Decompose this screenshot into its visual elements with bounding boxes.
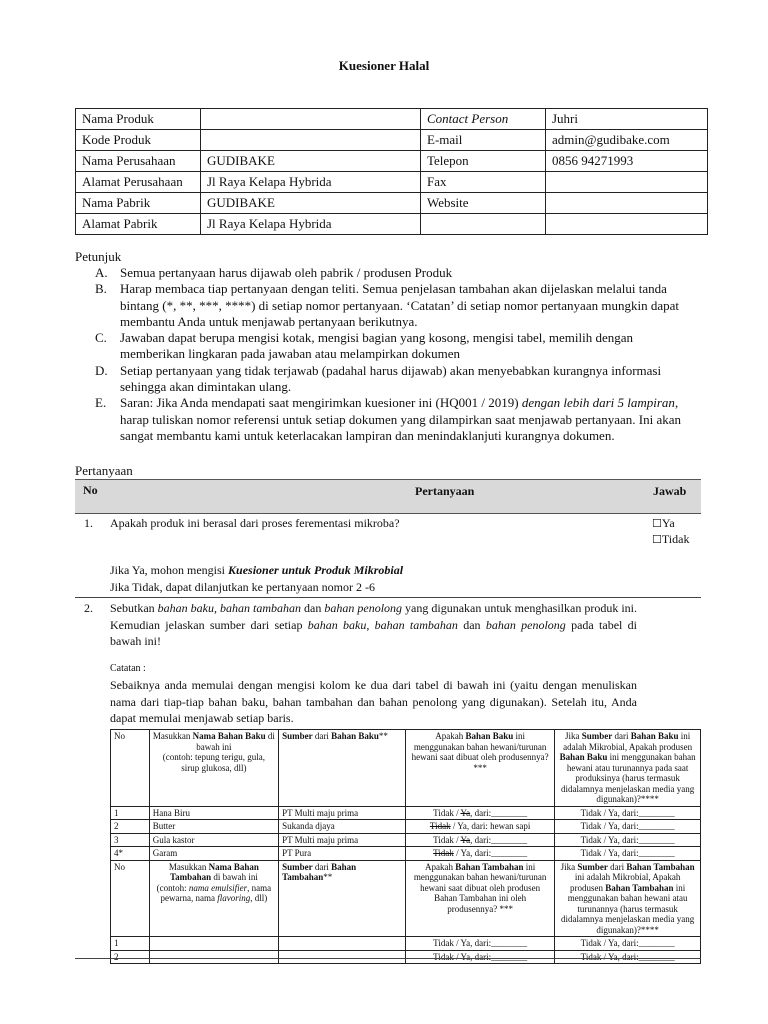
list-text: Semua pertanyaan harus dijawab oleh pabrik / produsen Produk [120,265,453,280]
list-letter: A. [95,265,108,280]
checkbox-icon[interactable]: ☐ [652,533,662,546]
info-label: Alamat Perusahaan [76,172,201,193]
ingredient-table [110,729,701,964]
table-row [76,130,708,151]
col-name: Masukkan Nama Bahan Baku di bawah ini (contoh: tepung terigu, gula, sirup glukosa, dll) [149,730,278,807]
q2-note: Sebaiknya anda memulai dengan mengisi kolom ke dua dari tabel di bawah ini (yaitu dengan menuliskan nama dari tiap-tiap bahan baku, bahan tambahan dan bahan penolong yang digunakan). Setelah itu, Anda dapat memulai menjawab setiap baris. [110,678,637,725]
info-label: Contact Person [421,109,546,130]
table-row: 1 Hana Biru PT Multi maju prima Tidak / Ya, dari:________ Tidak / Ya, dari:________ [111,806,701,820]
list-text: Saran: Jika Anda mendapati saat mengirimkan kuesioner ini (HQ001 / 2019) [120,395,522,411]
list-text: Harap membaca tiap pertanyaan dengan teliti. Semua penjelasan tambahan akan dijelaskan melalui tanda bintang (*, **, ***, ****) di setiap nomor pertanyaan. ‘Catatan’ di setiap nomor pertanyaan mungkin dapat membantu Anda untuk menjawab pertanyaan berikutnya. [120,281,679,329]
table-row: 3 Gula kastor PT Multi maju prima Tidak / Ya, dari:________ Tidak / Ya, dari:________ [111,833,701,847]
info-label: Kode Produk [76,130,201,151]
info-value [201,109,421,130]
petunjuk-heading: Petunjuk [75,249,122,264]
divider [75,597,701,598]
info-value: Jl Raya Kelapa Hybrida [201,172,421,193]
info-value [201,130,421,151]
col-microbial: Jika Sumber dari Bahan Baku ini adalah Mikrobial, Apakah produsen Bahan Baku ini menggunakan bahan hewani atau turunannya pada saat produksinya (harus termasuk didalamnya menjelaskan media yang digunakan)?**** [555,730,701,807]
info-value: GUDIBAKE [201,151,421,172]
question-table-header [75,479,701,514]
info-label: Telepon [421,151,546,172]
col-source: Sumber dari Bahan Baku** [279,730,406,807]
list-letter: B. [95,281,107,297]
list-letter: D. [95,362,108,378]
info-label: Fax [421,172,546,193]
table-row: 2 Butter Sukanda djaya Tidak / Ya, dari: hewan sapi Tidak / Ya, dari:________ [111,820,701,834]
info-label: Alamat Pabrik [76,214,201,235]
col-animal: Apakah Bahan Baku ini menggunakan bahan hewani/turunan hewani saat dibuat oleh produsennya? *** [405,730,554,807]
table-row: 4* Garam PT Pura Tidak / Ya, dari:________ Tidak / Ya, dari:________ [111,847,701,861]
list-item [95,363,695,396]
list-item [95,281,695,330]
list-letter: E. [95,395,107,411]
list-item [95,265,695,281]
table-row [76,172,708,193]
info-label: E-mail [421,130,546,151]
table-row [76,193,708,214]
list-item [95,330,695,363]
q1-number: 1. [84,516,93,530]
info-value [546,172,708,193]
info-label: Website [421,193,546,214]
table-header-row: No Masukkan Nama Bahan Tambahan di bawah ini (contoh: nama emulsifier, nama pewarna, nama flavoring, dll) Sumber dari Bahan Tambahan** Apakah Bahan Tambahan ini menggunakan bahan hewani/turunan hewani saat dibuat oleh produsen Bahan Tambahan ini oleh produsennya? *** Jika Sumber dari Bahan Tambahan ini adalah Mikrobial, Apakah produsen Bahan Tambahan ini menggunakan bahan hewani atau turunannya (harus termasuk didalamnya menjelaskan media yang digunakan)?**** [111,860,701,937]
checkbox-icon[interactable]: ☐ [652,517,662,530]
q2-text: Sebutkan bahan baku, bahan tambahan dan bahan penolong yang digunakan untuk menghasilkan produk ini. Kemudian jelaskan sumber dari setiap bahan baku, bahan tambahan dan bahan penolong pada tabel di bawah ini! [110,601,638,648]
info-label: Nama Pabrik [76,193,201,214]
header-question: Pertanyaan [415,484,475,498]
info-value [546,193,708,214]
info-value: GUDIBAKE [201,193,421,214]
product-info-table [75,108,708,235]
divider [75,958,701,959]
instruction-list [95,265,695,444]
page-title: Kuesioner Halal [338,58,430,73]
info-value [546,214,708,235]
list-letter: C. [95,330,107,346]
table-header-row [111,730,701,807]
pertanyaan-heading: Pertanyaan [75,463,133,478]
q1-option-no[interactable]: ☐Tidak [652,532,690,546]
table-row: 2 Tidak / Ya, dari:________ Tidak / Ya, dari:________ [111,950,701,964]
list-text: Setiap pertanyaan yang tidak terjawab (padahal harus dijawab) akan menyebabkan kurangnya informasi sehingga akan dimintakan ulang. [120,362,662,395]
info-label: Nama Produk [76,109,201,130]
q1-option-yes[interactable]: ☐Ya [652,516,675,530]
table-row [76,109,708,130]
header-answer: Jawab [653,484,687,498]
q1-text: Apakah produk ini berasal dari proses ferementasi mikroba? [110,516,400,530]
info-value: admin@gudibake.com [546,130,708,151]
header-no: No [83,483,98,497]
q2-catatan: Catatan : [110,663,146,674]
table-row: 1 Tidak / Ya, dari:________ Tidak / Ya, dari:________ [111,937,701,951]
info-value: Juhri [546,109,708,130]
q1-if-no: Jika Tidak, dapat dilanjutkan ke pertanyaan nomor 2 -6 [110,580,375,594]
list-text: Jawaban dapat berupa mengisi kotak, mengisi bagian yang kosong, mengisi tabel, memilih dengan memberikan lingkaran pada jawaban atau melampirkan dokumen [120,330,634,362]
list-text-italic: dengan lebih dari 5 lampiran [521,395,675,411]
table-row [76,214,708,235]
info-value: Jl Raya Kelapa Hybrida [201,214,421,235]
info-label: Nama Perusahaan [76,151,201,172]
list-item [95,395,695,444]
info-value: 0856 94271993 [546,151,708,172]
table-row [76,151,708,172]
col-no: No [111,730,150,807]
info-label [421,214,546,235]
q1-if-yes: Jika Ya, mohon mengisi Kuesioner untuk Produk Mikrobial [110,563,404,577]
list-text: , harap tuliskan nomor referensi untuk setiap dokumen yang dilampirkan saat menjawab pertanyaan. Ini akan sangat membantu kami untuk keterlacakan lampiran dan menindaklanjuti kurangnya dokumen. [120,395,681,443]
q2-number: 2. [84,601,93,615]
